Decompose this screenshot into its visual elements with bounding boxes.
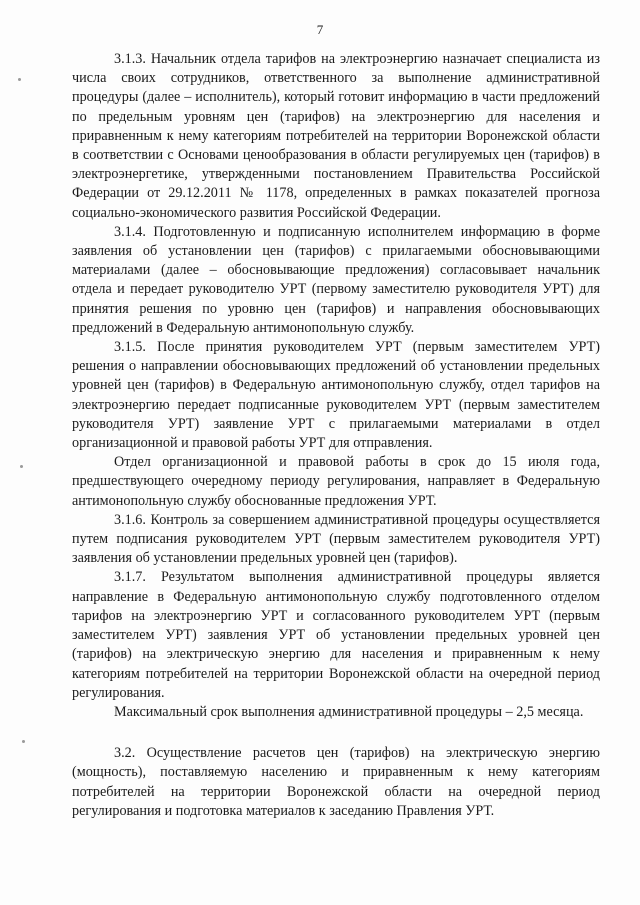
document-body	[72, 50, 600, 821]
scan-speck	[20, 465, 23, 468]
scan-speck	[18, 78, 21, 81]
page-number: 7	[316, 22, 324, 37]
paragraph-3-1-6: 3.1.6. Контроль за совершением административной процедуры осуществляется путем подписания руководителем УРТ (первым заместителем руководителя УРТ) заявления об установлении предельных уровней цен (тарифов).	[72, 511, 600, 567]
paragraph-3-1-7: 3.1.7. Результатом выполнения административной процедуры является направление в Федеральную антимонопольную службу подготовленного отделом тарифов на электроэнергию УРТ и согласованного руководителем УРТ (первым заместителем УРТ) заявления УРТ об установлении предельных уровней цен (тарифов) на электрическую энергию для населения и приравненным к нему категориям потребителей на территории Воронежской области на очередной период регулирования.	[72, 569, 600, 701]
scan-speck	[22, 740, 25, 743]
paragraph-3-1-3: 3.1.3. Начальник отдела тарифов на электроэнергию назначает специалиста из числа своих сотрудников, ответственного за выполнение административной процедуры (далее – исполнитель), который готовит информацию в части предложений по предельным уровням цен (тарифов) на электроэнергию для населения и приравненным к нему категориям потребителей на территории Воронежской области в соответствии с Основами ценообразования в области регулируемых цен (тарифов) в электроэнергетике, утвержденными постановлением Правительства Российской Федерации от 29.12.2011 № 1178, определенных в рамках показателей прогноза социально-экономического развития Российской Федерации.	[72, 51, 600, 221]
paragraph-3-2: 3.2. Осуществление расчетов цен (тарифов) на электрическую энергию (мощность), поставляемую населению и приравненным к нему категориям потребителей на территории Воронежской области на очередной период регулирования и подготовка материалов к заседанию Правления УРТ.	[72, 745, 600, 819]
paragraph-max-duration: Максимальный срок выполнения административной процедуры – 2,5 месяца.	[114, 703, 584, 720]
paragraph-3-1-5: 3.1.5. После принятия руководителем УРТ (первым заместителем УРТ) решения о направлении обосновывающих предложений об установлении предельных уровней цен (тарифов) в Федеральную антимонопольную службу, отдел тарифов на электроэнергию передает подписанные руководителем УРТ (первым заместителем руководителя УРТ) заявление УРТ с прилагаемыми материалами в отдел организационной и правовой работы УРТ для отправления.	[72, 339, 600, 452]
paragraph-3-1-4: 3.1.4. Подготовленную и подписанную исполнителем информацию в форме заявления об установлении цен (тарифов) с прилагаемыми обосновывающими материалами (далее – обосновывающие предложения) согласовывает начальник отдела и передает руководителю УРТ (первому заместителю руководителя УРТ) для принятия решения по уровню цен (тарифов) и направления обосновывающих предложений в Федеральную антимонопольную службу.	[72, 223, 600, 336]
paragraph-dispatch-deadline: Отдел организационной и правовой работы в срок до 15 июля года, предшествующего очередному периоду регулирования, направляет в Федеральную антимонопольную службу обоснованные предложения УРТ.	[72, 454, 600, 509]
